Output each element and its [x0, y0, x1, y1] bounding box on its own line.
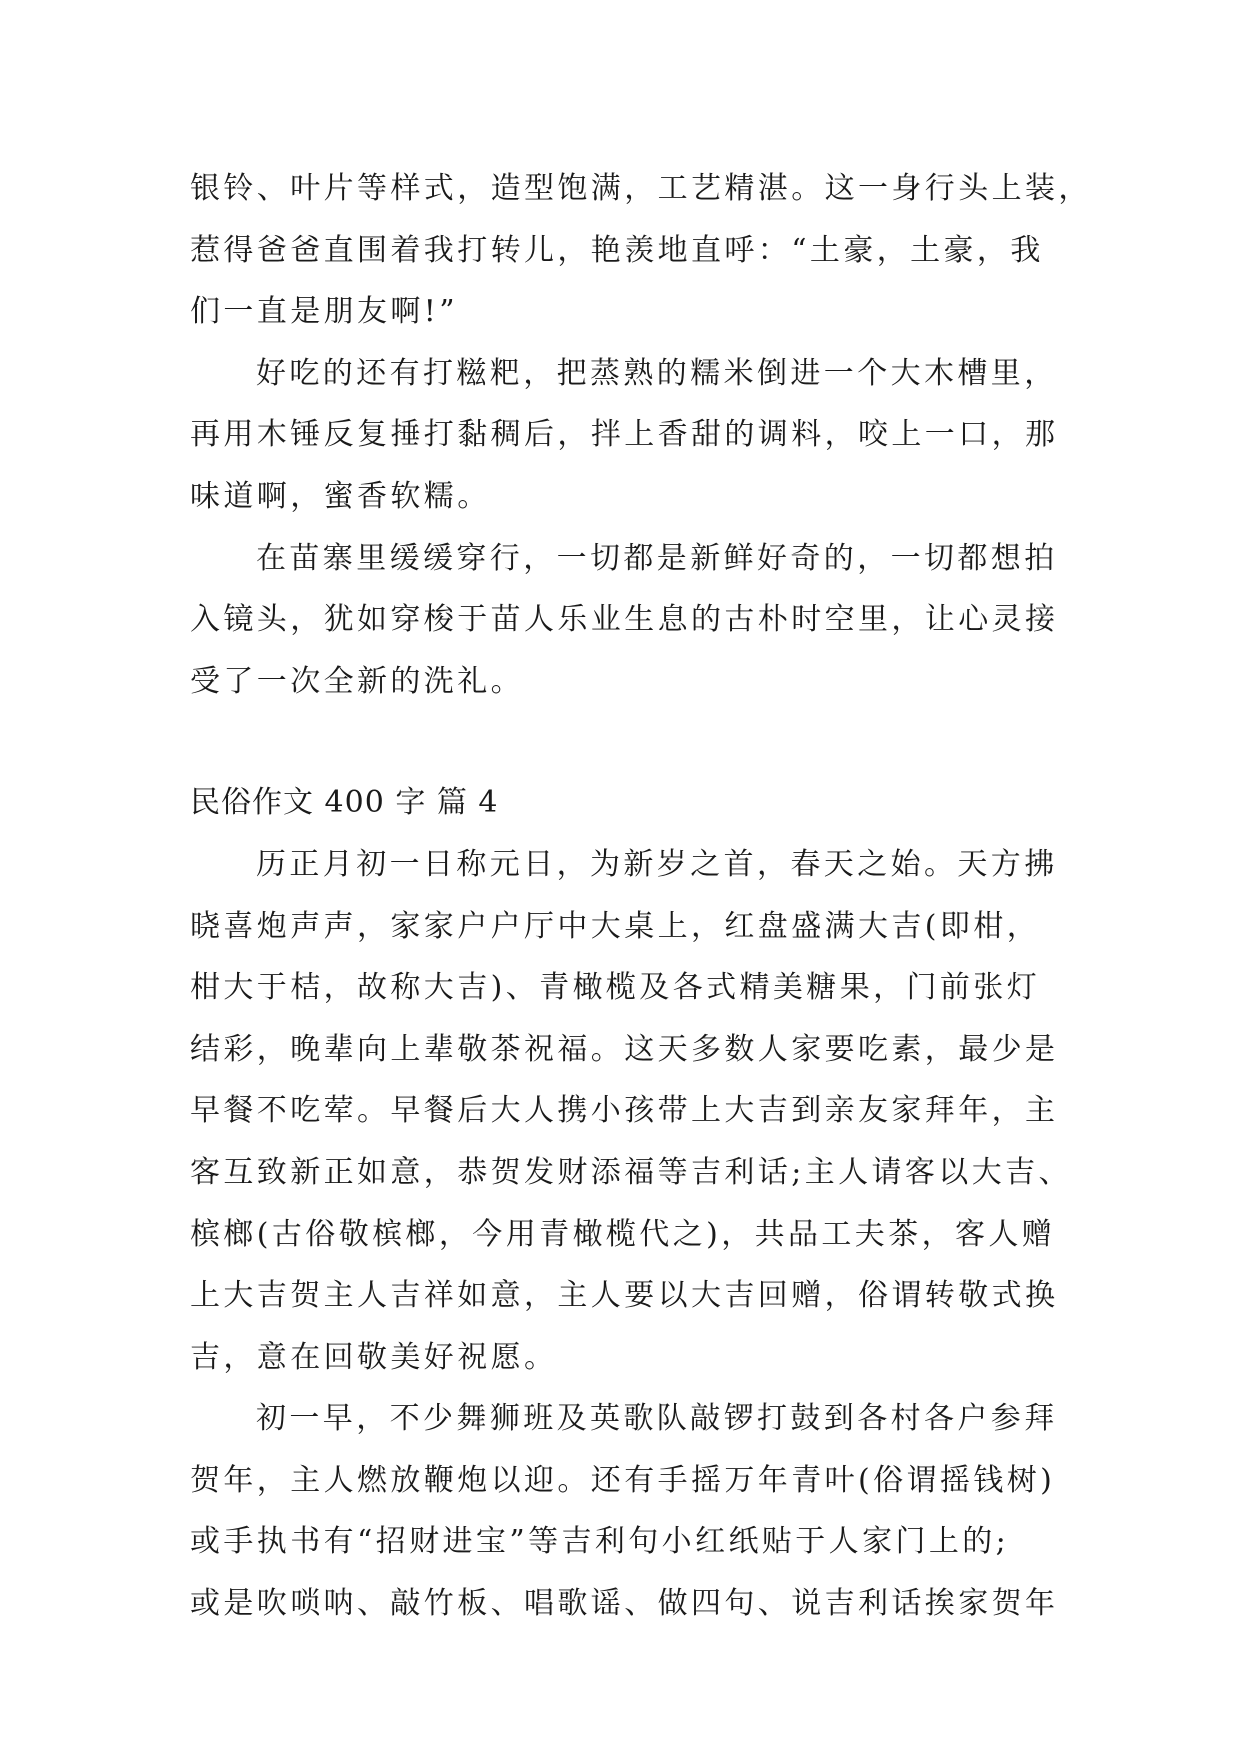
paragraph-1 [190, 158, 1092, 343]
text-line: 槟榔(古俗敬槟榔，今用青橄榄代之)，共品工夫茶，客人赠 [190, 1216, 1056, 1252]
section-spacer [190, 712, 1060, 772]
text-line: 味道啊，蜜香软糯。 [190, 478, 491, 514]
text-line: 结彩，晚辈向上辈敬茶祝福。这天多数人家要吃素，最少是 [190, 1031, 1059, 1067]
text-line: 柑大于桔，故称大吉)、青橄榄及各式精美糖果，门前张灯 [190, 970, 1041, 1006]
text-line: 受了一次全新的洗礼。 [190, 663, 524, 699]
paragraph-2 [190, 343, 1060, 528]
text-line: 历正月初一日称元日，为新岁之首，春天之始。天方拂 [256, 846, 1058, 882]
text-line: 初一早，不少舞狮班及英歌队敲锣打鼓到各村各户参拜 [256, 1401, 1058, 1437]
section-title: 民俗作文 400 字 篇 4 [190, 785, 499, 821]
text-line: 晓喜炮声声，家家户户厅中大桌上，红盘盛满大吉(即柑， [190, 908, 1041, 944]
text-line: 们一直是朋友啊!” [190, 294, 458, 330]
paragraph-5 [190, 1388, 1060, 1634]
text-line: 上大吉贺主人吉祥如意，主人要以大吉回赠，俗谓转敬式换 [190, 1278, 1059, 1314]
document-body [190, 158, 1092, 1635]
text-line: 再用木锤反复捶打黏稠后，拌上香甜的调料，咬上一口，那 [190, 417, 1059, 453]
text-line: 或是吹唢呐、敲竹板、唱歌谣、做四句、说吉利话挨家贺年 [190, 1586, 1059, 1622]
text-line: 惹得爸爸直围着我打转儿，艳羡地直呼：“土豪，土豪，我 [190, 232, 1044, 268]
text-line: 客互致新正如意，恭贺发财添福等吉利话;主人请客以大吉、 [190, 1154, 1072, 1190]
text-line: 在苗寨里缓缓穿行，一切都是新鲜好奇的，一切都想拍 [256, 540, 1058, 576]
text-line: 早餐不吃荤。早餐后大人携小孩带上大吉到亲友家拜年，主 [190, 1093, 1059, 1129]
paragraph-3 [190, 528, 1060, 713]
text-line: 或手执书有“招财进宝”等吉利句小红纸贴于人家门上的; [190, 1524, 1010, 1560]
text-line: 入镜头，犹如穿梭于苗人乐业生息的古朴时空里，让心灵接 [190, 602, 1059, 638]
text-line: 好吃的还有打糍粑，把蒸熟的糯米倒进一个大木槽里， [256, 355, 1058, 391]
text-line: 贺年，主人燃放鞭炮以迎。还有手摇万年青叶(俗谓摇钱树) [190, 1462, 1056, 1498]
paragraph-4 [190, 834, 1072, 1388]
text-line: 银铃、叶片等样式，造型饱满，工艺精湛。这一身行头上装， [190, 171, 1092, 206]
text-line: 吉，意在回敬美好祝愿。 [190, 1339, 558, 1375]
